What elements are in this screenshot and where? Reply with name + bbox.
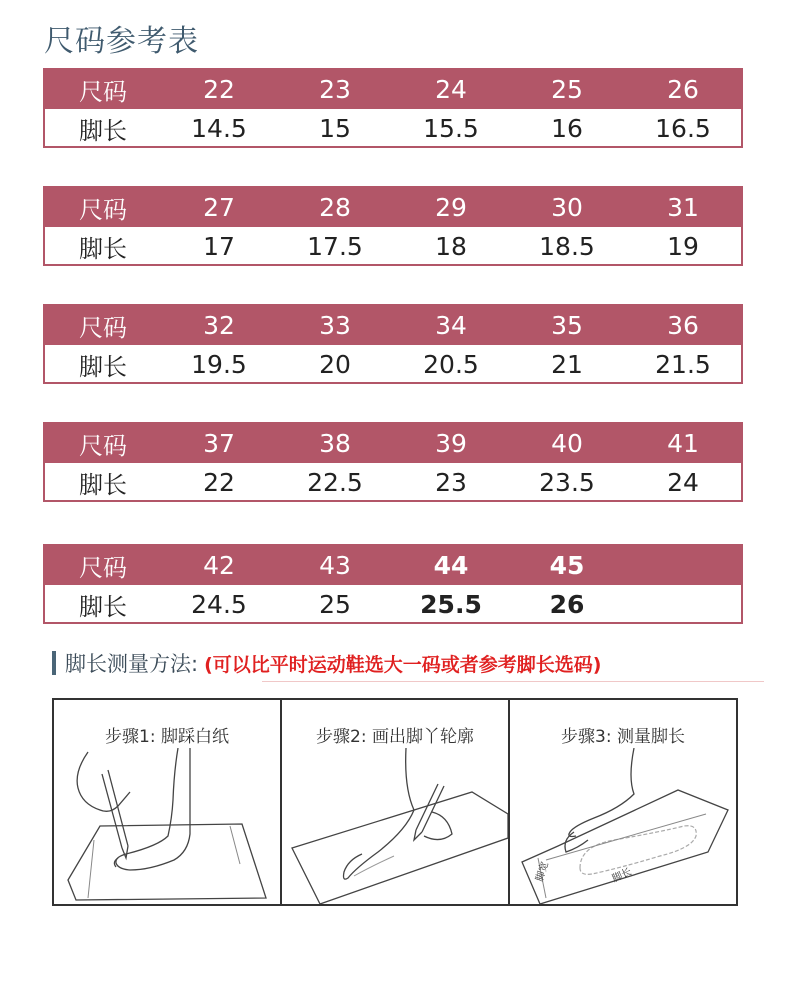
note-underline xyxy=(262,681,764,682)
heading-accent-bar xyxy=(52,651,56,675)
foot-length-value: 25 xyxy=(319,590,351,619)
foot-row-label: 脚长 xyxy=(79,353,127,381)
foot-length-value: 15 xyxy=(319,114,351,143)
size-value: 45 xyxy=(549,551,585,580)
size-row xyxy=(45,306,741,345)
size-value: 37 xyxy=(203,429,235,458)
trace-outline-illustration xyxy=(282,748,508,904)
foot-length-row xyxy=(45,585,741,624)
hand-outline xyxy=(424,812,452,840)
foot-length-value: 18 xyxy=(435,232,467,261)
foot-row-label: 脚长 xyxy=(79,117,127,145)
foot-length-value: 25.5 xyxy=(420,590,482,619)
size-value: 42 xyxy=(203,551,235,580)
foot-length-value: 24.5 xyxy=(191,590,247,619)
foot-row-label: 脚长 xyxy=(79,471,127,499)
foot-length-value: 24 xyxy=(667,468,699,497)
size-value: 38 xyxy=(319,429,351,458)
size-value: 43 xyxy=(319,551,351,580)
foot-length-value: 17 xyxy=(203,232,235,261)
size-table xyxy=(43,422,743,502)
foot-length-value: 22.5 xyxy=(307,468,363,497)
size-value: 34 xyxy=(435,311,467,340)
foot-length-value: 20.5 xyxy=(423,350,479,379)
size-value: 31 xyxy=(667,193,699,222)
foot-length-value: 14.5 xyxy=(191,114,247,143)
step-2-panel xyxy=(280,700,508,904)
foot-length-row xyxy=(45,227,741,266)
foot-row-label: 脚长 xyxy=(79,235,127,263)
foot-length-value: 16 xyxy=(551,114,583,143)
foot-length-row xyxy=(45,463,741,502)
paper-outline xyxy=(292,792,508,904)
measure-steps xyxy=(52,698,738,906)
size-row-label: 尺码 xyxy=(79,78,127,106)
size-row xyxy=(45,188,741,227)
foot-length-value: 23 xyxy=(435,468,467,497)
paper-outline xyxy=(522,790,728,904)
size-value: 22 xyxy=(203,75,235,104)
foot-length-row xyxy=(45,345,741,384)
foot-length-value: 21 xyxy=(551,350,583,379)
size-row-label: 尺码 xyxy=(79,196,127,224)
pencil-outline xyxy=(416,784,438,830)
size-value: 30 xyxy=(551,193,583,222)
measure-length-illustration xyxy=(510,748,736,904)
foot-length-row xyxy=(45,109,741,148)
step-3-caption: 步骤3: 测量脚长 xyxy=(561,727,685,747)
foot-width-label: 脚宽 xyxy=(534,860,552,883)
size-value: 23 xyxy=(319,75,351,104)
size-value: 29 xyxy=(435,193,467,222)
size-value: 35 xyxy=(551,311,583,340)
foot-length-value: 17.5 xyxy=(307,232,363,261)
size-row xyxy=(45,546,741,585)
size-value: 33 xyxy=(319,311,351,340)
size-value: 36 xyxy=(667,311,699,340)
measure-method-heading xyxy=(52,648,601,678)
size-table xyxy=(43,186,743,266)
size-advice-note: (可以比平时运动鞋选大一码或者参考脚长选码) xyxy=(204,653,602,676)
size-value: 44 xyxy=(433,551,469,580)
step-3-panel xyxy=(508,700,736,904)
foot-length-value: 22 xyxy=(203,468,235,497)
step-1-caption: 步骤1: 脚踩白纸 xyxy=(105,727,229,747)
foot-length-value: 26 xyxy=(549,590,585,619)
size-value: 24 xyxy=(435,75,467,104)
foot-length-value: 21.5 xyxy=(655,350,711,379)
size-value: 32 xyxy=(203,311,235,340)
size-value: 26 xyxy=(667,75,699,104)
size-value: 25 xyxy=(551,75,583,104)
size-row-label: 尺码 xyxy=(79,314,127,342)
foot-length-value: 16.5 xyxy=(655,114,711,143)
measure-method-label: 脚长测量方法: xyxy=(65,652,199,676)
size-table xyxy=(43,304,743,384)
size-table xyxy=(43,544,743,624)
foot-on-paper-illustration xyxy=(54,748,280,904)
foot-length-label: 脚长 xyxy=(610,866,634,885)
size-value: 27 xyxy=(203,193,235,222)
paper-outline xyxy=(68,824,266,900)
size-value: 40 xyxy=(551,429,583,458)
size-row xyxy=(45,424,741,463)
foot-length-value: 19 xyxy=(667,232,699,261)
foot-length-value: 20 xyxy=(319,350,351,379)
size-row-label: 尺码 xyxy=(79,432,127,460)
size-row-label: 尺码 xyxy=(79,554,127,582)
foot-length-value: 23.5 xyxy=(539,468,595,497)
foot-length-value: 18.5 xyxy=(539,232,595,261)
size-table xyxy=(43,68,743,148)
size-value: 41 xyxy=(667,429,699,458)
step-2-caption: 步骤2: 画出脚丫轮廓 xyxy=(316,727,474,747)
foot-row-label: 脚长 xyxy=(79,593,127,621)
size-value-empty xyxy=(625,546,741,585)
size-value: 39 xyxy=(435,429,467,458)
foot-outline xyxy=(569,748,634,837)
size-value: 28 xyxy=(319,193,351,222)
size-row xyxy=(45,70,741,109)
foot-length-value: 15.5 xyxy=(423,114,479,143)
foot-length-value-empty xyxy=(625,585,741,624)
page-title: 尺码参考表 xyxy=(44,24,199,59)
step-1-panel xyxy=(54,700,280,904)
foot-length-value: 19.5 xyxy=(191,350,247,379)
